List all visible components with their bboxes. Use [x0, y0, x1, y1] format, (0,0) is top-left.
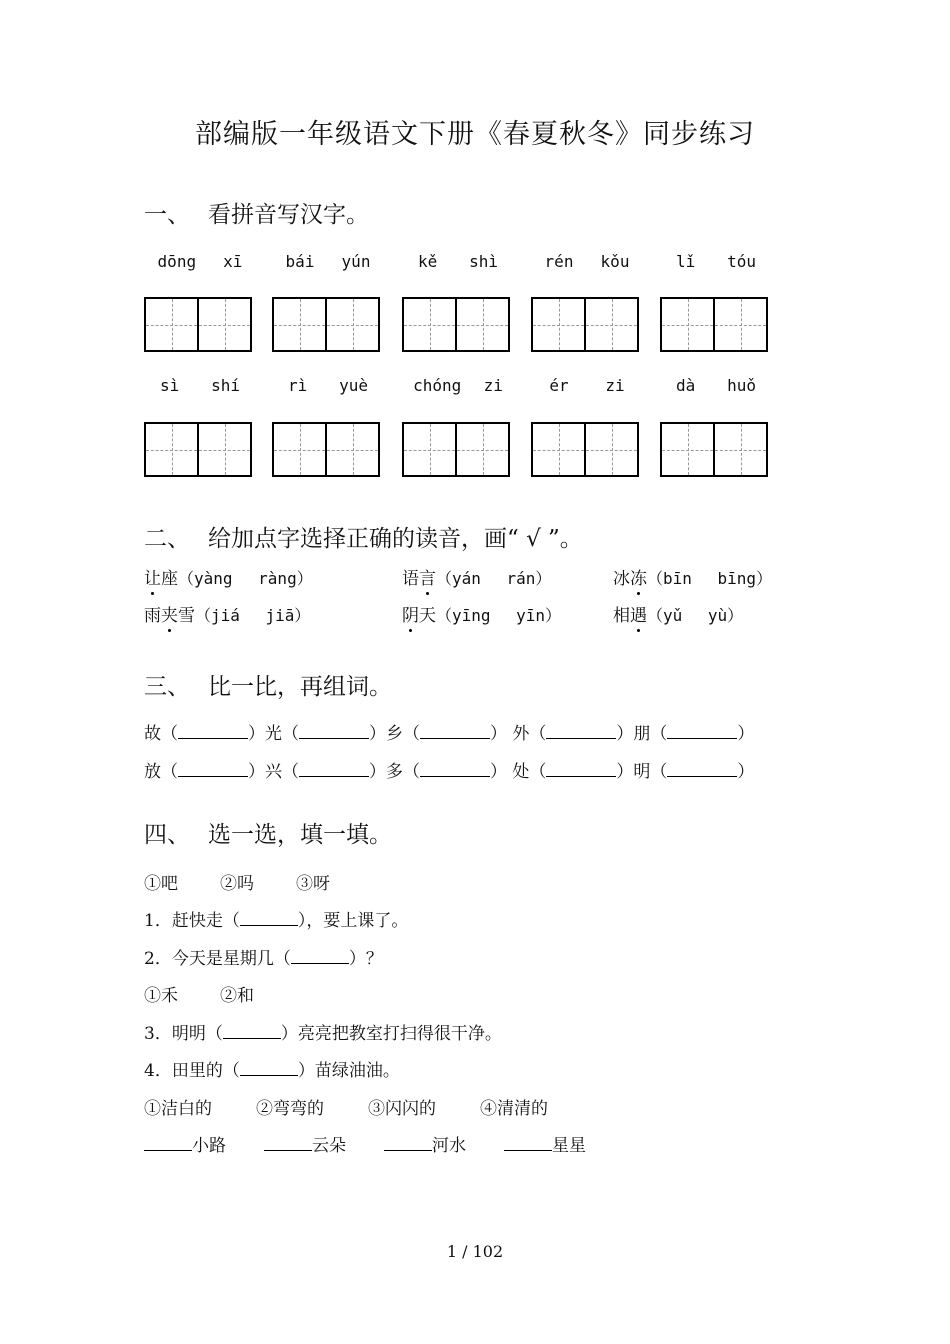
pinyin: kǒu [600, 252, 630, 271]
blank[interactable] [667, 762, 737, 777]
blank[interactable] [178, 762, 248, 777]
pinyin: rì [287, 376, 308, 395]
page-title: 部编版一年级语文下册《春夏秋冬》同步练习 [195, 119, 755, 150]
pinyin: bái [285, 252, 315, 271]
page-number: 1 / 102 [446, 1242, 504, 1261]
blank[interactable] [299, 762, 369, 777]
reading-item: 冰冻（bīn bīng） [613, 569, 773, 589]
choice-list: ①洁白的 ②弯弯的 ③闪闪的 ④清清的 [144, 1099, 548, 1119]
blank[interactable] [223, 1024, 281, 1039]
writing-box[interactable] [272, 422, 380, 477]
reading-item: 让座（yàng ràng） [144, 569, 313, 589]
pinyin-row-1 [144, 252, 784, 276]
blank[interactable] [546, 762, 616, 777]
writing-box[interactable] [402, 297, 510, 352]
blank[interactable] [178, 724, 248, 739]
pinyin: huǒ [727, 376, 757, 395]
blank[interactable] [667, 724, 737, 739]
pinyin: dōng [157, 252, 197, 271]
question-1: 1．赶快走（ ），要上课了。 [144, 911, 409, 931]
writing-box[interactable] [531, 422, 639, 477]
choice-list: ①禾 ②和 [144, 986, 254, 1006]
fill-row: 小路 云朵 河水 星星 [144, 1131, 586, 1156]
pinyin: shí [211, 376, 241, 395]
reading-item: 雨夹雪（jiá jiā） [144, 606, 311, 626]
pinyin: xī [223, 252, 243, 271]
section-4-heading [144, 816, 392, 849]
pinyin: kě [417, 252, 438, 271]
blank[interactable] [240, 1061, 298, 1076]
blank[interactable] [504, 1136, 552, 1151]
section-title: 选一选，填一填。 [208, 822, 392, 848]
pinyin: yún [341, 252, 371, 271]
pinyin: lǐ [675, 252, 696, 271]
word-compare-row-2: 放（ ）兴（ ）多（ ） 处（ ）明（ ） [144, 762, 755, 782]
writing-box[interactable] [402, 422, 510, 477]
pinyin: sì [159, 376, 180, 395]
blank[interactable] [144, 1136, 192, 1151]
section-title: 看拼音写汉字。 [208, 202, 369, 228]
blank[interactable] [240, 911, 298, 926]
pinyin: zi [605, 376, 625, 395]
writing-box[interactable] [144, 422, 252, 477]
writing-box[interactable] [272, 297, 380, 352]
reading-item: 相遇（yǔ yù） [613, 606, 744, 626]
blank[interactable] [384, 1136, 432, 1151]
blank[interactable] [291, 949, 349, 964]
writing-box[interactable] [660, 297, 768, 352]
writing-box[interactable] [660, 422, 768, 477]
section-number: 三、 [144, 674, 190, 700]
pinyin: zi [483, 376, 503, 395]
section-title: 给加点字选择正确的读音，画“ √ ”。 [208, 526, 583, 552]
pinyin: rén [544, 252, 574, 271]
pinyin: yuè [339, 376, 369, 395]
question-2: 2．今天是星期几（ ）？ [144, 949, 383, 969]
pinyin: shì [469, 252, 499, 271]
blank[interactable] [420, 762, 490, 777]
blank[interactable] [420, 724, 490, 739]
pinyin-row-2 [144, 376, 784, 400]
section-number: 四、 [144, 822, 190, 848]
reading-item: 阴天（yīng yīn） [402, 606, 562, 626]
section-2-heading [144, 520, 583, 553]
section-1-heading [144, 196, 369, 229]
blank[interactable] [299, 724, 369, 739]
pinyin: chóng [413, 376, 462, 395]
section-number: 二、 [144, 526, 190, 552]
section-number: 一、 [144, 202, 190, 228]
writing-box[interactable] [531, 297, 639, 352]
choice-list: ①吧 ②吗 ③呀 [144, 874, 330, 894]
pinyin: ér [549, 376, 569, 395]
blank[interactable] [546, 724, 616, 739]
writing-box[interactable] [144, 297, 252, 352]
section-title: 比一比，再组词。 [208, 674, 392, 700]
pinyin: dà [675, 376, 696, 395]
question-3: 3．明明（ ）亮亮把教室打扫得很干净。 [144, 1024, 502, 1044]
word-compare-row-1: 故（ ）光（ ）乡（ ） 外（ ）朋（ ） [144, 724, 755, 744]
section-3-heading [144, 668, 392, 701]
question-4: 4．田里的（ ）苗绿油油。 [144, 1061, 400, 1081]
blank[interactable] [264, 1136, 312, 1151]
reading-item: 语言（yán rán） [402, 569, 552, 589]
pinyin: tóu [727, 252, 757, 271]
